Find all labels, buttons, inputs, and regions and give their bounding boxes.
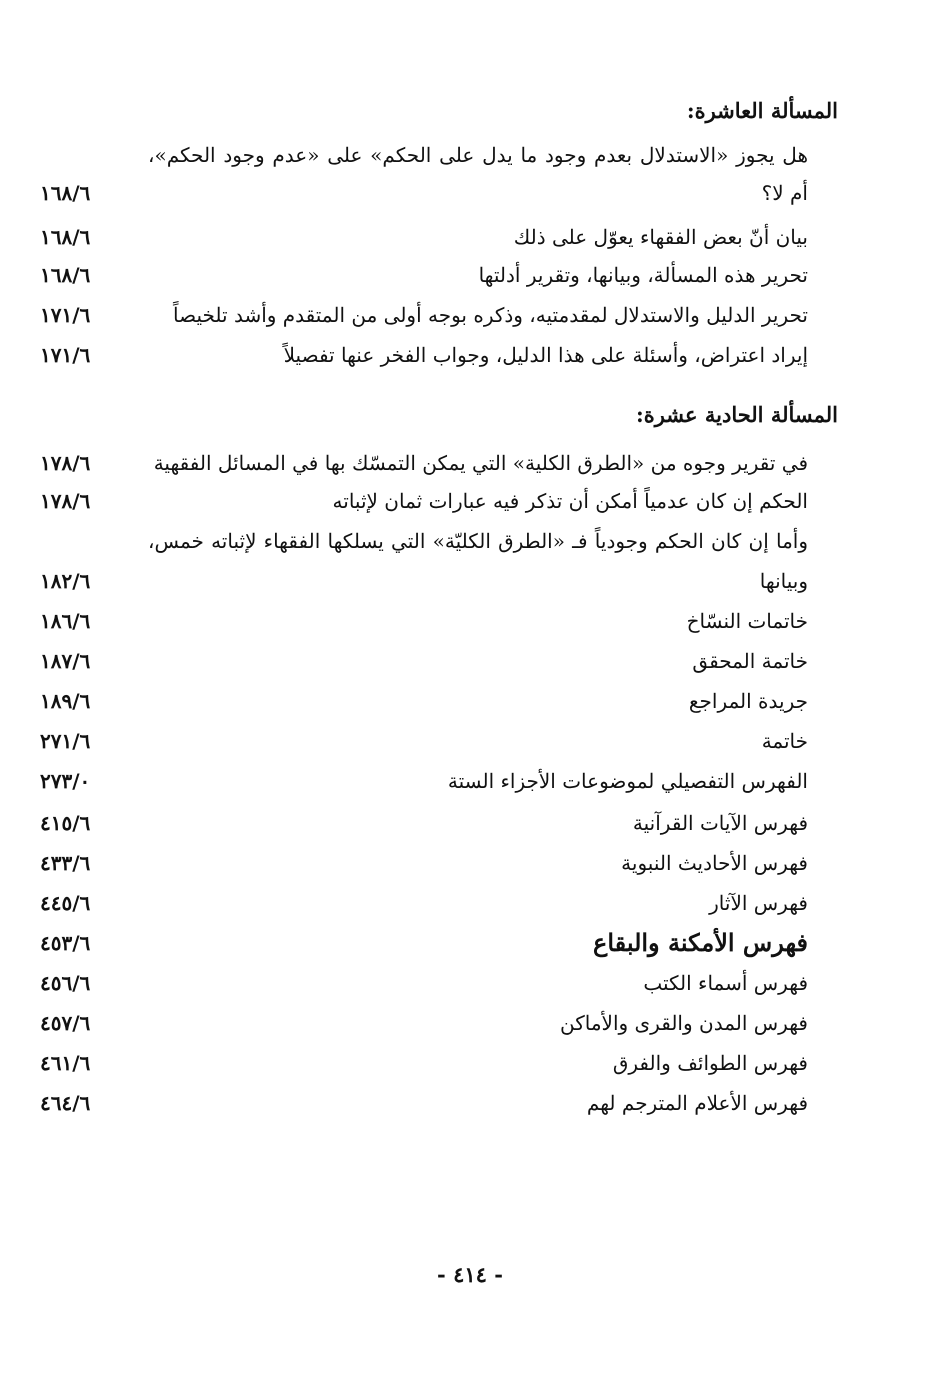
toc-entry — [40, 1048, 808, 1088]
page-number: - ٤١٤ - — [437, 1262, 503, 1287]
entry-title: خاتمات النسّاخ — [686, 609, 808, 633]
toc-entry — [40, 340, 808, 380]
section-heading-eleventh: المسألة الحادية عشرة: — [635, 402, 838, 427]
entry-page-ref: ٤٦١/٦ — [40, 1051, 91, 1075]
toc-entry — [40, 140, 808, 180]
entry-page-ref: ٤٤٥/٦ — [40, 891, 91, 915]
entry-title: فهرس الطوائف والفرق — [612, 1051, 808, 1075]
entry-page-ref: ١٦٨/٦ — [40, 263, 91, 287]
entry-page-ref: ٤٥٣/٦ — [40, 931, 91, 955]
entry-page-ref: ١٧١/٦ — [40, 343, 91, 367]
entry-title: وبيانها — [759, 569, 808, 593]
toc-entry — [40, 646, 808, 686]
toc-entry — [40, 1008, 808, 1048]
entry-title: فهرس الآثار — [709, 891, 808, 915]
toc-entry — [40, 486, 808, 526]
entry-page-ref: ٤٥٦/٦ — [40, 971, 91, 995]
toc-entry — [40, 808, 808, 848]
entry-page-ref: ١٧٨/٦ — [40, 489, 91, 513]
entry-title: فهرس الآيات القرآنية — [632, 811, 808, 835]
entry-title: بيان أنّ بعض الفقهاء يعوّل على ذلك — [513, 225, 808, 249]
section-heading-tenth: المسألة العاشرة: — [686, 98, 838, 123]
toc-entry — [40, 526, 808, 566]
entry-title: تحرير الدليل والاستدلال لمقدمتيه، وذكره بوجه أولى من المتقدم وأشد تلخيصاً — [173, 303, 808, 327]
entry-page-ref: ١٧١/٦ — [40, 303, 91, 327]
entry-title: فهرس الأحاديث النبوية — [621, 851, 808, 875]
entry-page-ref: ١٦٨/٦ — [40, 225, 91, 249]
entry-title: فهرس المدن والقرى والأماكن — [560, 1011, 808, 1035]
entry-title: فهرس الأعلام المترجم لهم — [586, 1091, 808, 1115]
entry-title: خاتمة المحقق — [692, 649, 808, 673]
entry-title: أم لا؟ — [761, 181, 808, 205]
entry-title: هل يجوز «الاستدلال بعدم وجود ما يدل على الحكم» على «عدم وجود الحكم»، — [148, 143, 808, 167]
toc-entry — [40, 726, 808, 766]
toc-entry — [40, 1088, 808, 1128]
toc-entry — [40, 606, 808, 646]
toc-entry — [40, 222, 808, 262]
entry-page-ref: ٤١٥/٦ — [40, 811, 91, 835]
entry-page-ref: ١٨٩/٦ — [40, 689, 91, 713]
toc-entry — [40, 766, 808, 806]
toc-entry — [40, 968, 808, 1008]
entry-title: الحكم إن كان عدمياً أمكن أن تذكر فيه عبارات ثمان لإثباته — [332, 489, 808, 513]
toc-entry — [40, 260, 808, 300]
entry-page-ref: ١٨٦/٦ — [40, 609, 91, 633]
entry-page-ref: ٤٣٣/٦ — [40, 851, 91, 875]
entry-page-ref: ١٨٢/٦ — [40, 569, 91, 593]
toc-entry — [40, 848, 808, 888]
entry-title: في تقرير وجوه من «الطرق الكلية» التي يمكن التمسّك بها في المسائل الفقهية — [153, 451, 808, 475]
toc-entry — [40, 928, 808, 968]
toc-entry — [40, 686, 808, 726]
entry-page-ref: ١٦٨/٦ — [40, 181, 91, 205]
entry-title: إيراد اعتراض، وأسئلة على هذا الدليل، وجواب الفخر عنها تفصيلاً — [283, 343, 808, 367]
entry-title: الفهرس التفصيلي لموضوعات الأجزاء الستة — [447, 769, 808, 793]
entry-title: جريدة المراجع — [688, 689, 808, 713]
entry-page-ref: ٢٧٣/٠ — [40, 769, 91, 793]
entry-title: تحرير هذه المسألة، وبيانها، وتقرير أدلتها — [478, 263, 808, 287]
toc-entry — [40, 888, 808, 928]
entry-page-ref: ٤٦٤/٦ — [40, 1091, 91, 1115]
entry-title: فهرس الأمكنة والبقاع — [593, 928, 808, 957]
toc-entry — [40, 300, 808, 340]
entry-title: وأما إن كان الحكم وجودياً فـ «الطرق الكليّة» التي يسلكها الفقهاء لإثباته خمس، — [148, 529, 808, 553]
entry-page-ref: ٢٧١/٦ — [40, 729, 91, 753]
entry-page-ref: ١٨٧/٦ — [40, 649, 91, 673]
entry-title: خاتمة — [761, 729, 808, 753]
entry-page-ref: ١٧٨/٦ — [40, 451, 91, 475]
toc-entry — [40, 448, 808, 488]
toc-entry — [40, 178, 808, 218]
entry-title: فهرس أسماء الكتب — [643, 971, 808, 995]
entry-page-ref: ٤٥٧/٦ — [40, 1011, 91, 1035]
toc-entry — [40, 566, 808, 606]
